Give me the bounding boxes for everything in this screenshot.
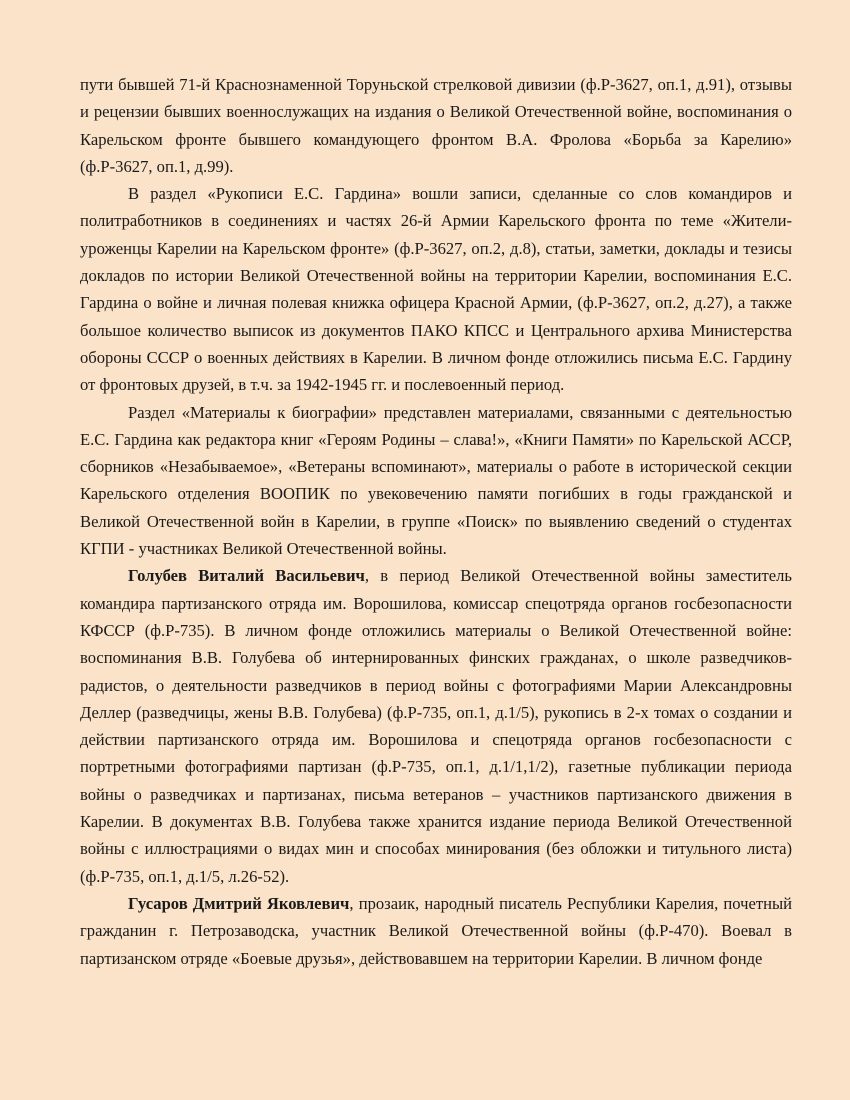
paragraph-text: , прозаик, народный писатель Республики Карелия, почетный гражданин г. Петрозаводска, участник Великой Отечественной войны (ф.Р-470). Воевал в партизанском отряде «Боевые друзья», действовавшем на территории Карелии. В личном фонде: [80, 893, 792, 968]
paragraph-gardin-manuscripts: [80, 180, 792, 398]
paragraph-text: , в период Великой Отечественной войны заместитель командира партизанского отряда им. Ворошилова, комиссар спецотряда органов госбезопасности КФССР (ф.Р-735). В личном фонде отложились материалы о Великой Отечественной войне: воспоминания В.В. Голубева об интернированных финских гражданах, о школе разведчиков-радистов, о деятельности разведчиков в период войны с фотографиями Марии Александровны Деллер (разведчицы, жены В.В. Голубева) (ф.Р-735, оп.1, д.1/5), рукопись в 2-х томах о создании и действии партизанского отряда им. Ворошилова и спецотряда органов госбезопасности с портретными фотографиями партизан (ф.Р-735, оп.1, д.1/1,1/2), газетные публикации периода войны о разведчиках и партизанах, письма ветеранов – участников партизанского движения в Карелии. В документах В.В. Голубева также хранится издание периода Великой Отечественной войны с иллюстрациями о видах мин и способах минирования (без обложки и титульного листа) (ф.Р-735, оп.1, д.1/5, л.26-52).: [80, 566, 792, 886]
paragraph-text: Раздел «Материалы к биографии» представлен материалами, связанными с деятельностью Е.С. Гардина как редактора книг «Героям Родины – слава!», «Книги Памяти» по Карельской АССР, сборников «Незабываемое», «Ветераны вспоминают», материалы о работе в исторической секции Карельского отделения ВООПИК по увековечению памяти погибших в годы гражданской и Великой Отечественной войн в Карелии, в группе «Поиск» по выявлению сведений о студентах КГПИ - участниках Великой Отечественной войны.: [80, 402, 792, 559]
person-name-gusarov: Гусаров Дмитрий Яковлевич: [128, 893, 350, 913]
paragraph-golubev: [80, 562, 792, 890]
paragraph-continuation: [80, 71, 792, 180]
document-page: [80, 71, 792, 972]
paragraph-text: пути бывшей 71-й Краснознаменной Торуньской стрелковой дивизии (ф.Р-3627, оп.1, д.91), отзывы и рецензии бывших военнослужащих на издания о Великой Отечественной войне, воспоминания о Карельском фронте бывшего командующего фронтом В.А. Фролова «Борьба за Карелию» (ф.Р-3627, оп.1, д.99).: [80, 75, 792, 176]
paragraph-gusarov: [80, 890, 792, 972]
paragraph-biography-materials: [80, 399, 792, 563]
paragraph-text: В раздел «Рукописи Е.С. Гардина» вошли записи, сделанные со слов командиров и политработников в соединениях и частях 26-й Армии Карельского фронта по теме «Жители-уроженцы Карелии на Карельском фронте» (ф.Р-3627, оп.2, д.8), статьи, заметки, доклады и тезисы докладов по истории Великой Отечественной войны на территории Карелии, воспоминания Е.С. Гардина о войне и личная полевая книжка офицера Красной Армии, (ф.Р-3627, оп.2, д.27), а также большое количество выписок из документов ПАКО КПСС и Центрального архива Министерства обороны СССР о военных действиях в Карелии. В личном фонде отложились письма Е.С. Гардину от фронтовых друзей, в т.ч. за 1942-1945 гг. и послевоенный период.: [80, 184, 792, 395]
person-name-golubev: Голубев Виталий Васильевич: [128, 566, 365, 586]
